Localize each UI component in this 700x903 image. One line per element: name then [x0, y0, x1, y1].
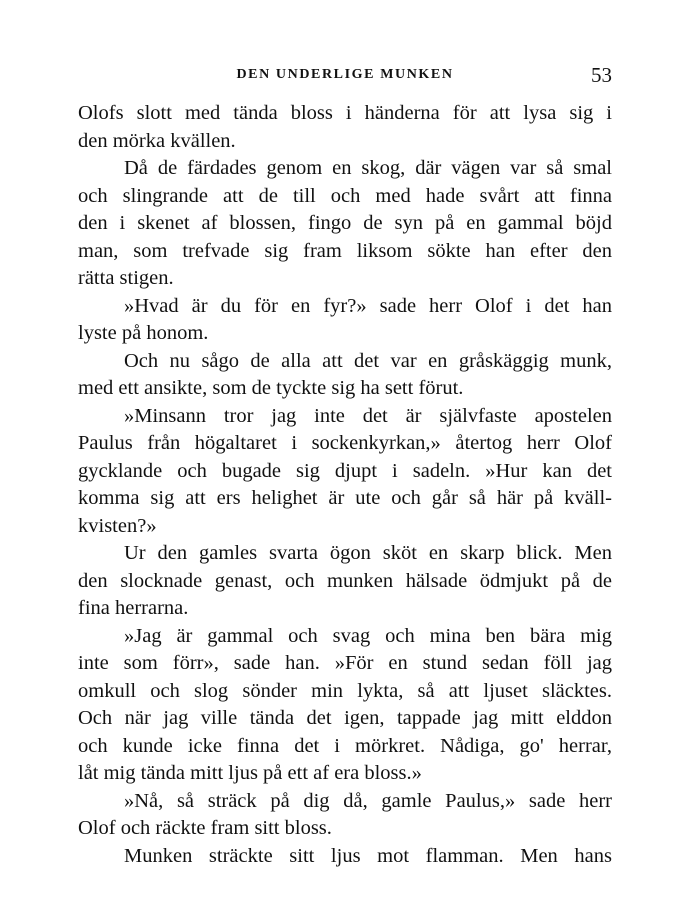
text-line: komma sig att ers helighet är ute och går så här på kväll- [78, 487, 612, 509]
text-line: omkull och slog sönder min lykta, så att ljuset släcktes. [78, 679, 612, 702]
text-line: och slingrande att de till och med hade svårt att finna [78, 184, 612, 207]
text-line: kvisten?» [78, 514, 157, 537]
running-head [78, 60, 612, 90]
text-line: låt mig tända mitt ljus på ett af era bloss.» [78, 762, 422, 784]
text-line: fina herrarna. [78, 597, 189, 619]
text-line: rätta stigen. [78, 267, 174, 289]
text-line: den slocknade genast, och munken hälsade ödmjukt på de [78, 569, 612, 592]
text-line: »Nå, så sträck på dig då, gamle Paulus,» sade herr [124, 789, 612, 812]
text-line: Då de färdades genom en skog, där vägen var så smal [124, 157, 612, 179]
text-line: Munken sträckte sitt ljus mot flamman. Men hans [124, 844, 612, 867]
text-line: »Minsann tror jag inte det är självfaste apostelen [124, 404, 612, 427]
page-number: 53 [591, 63, 612, 87]
text-line: Paulus från högaltaret i sockenkyrkan,» återtog herr Olof [78, 432, 612, 454]
text-line: Olofs slott med tända bloss i händerna för att lysa sig i [78, 102, 612, 124]
running-title: DEN UNDERLIGE MUNKEN [236, 67, 454, 82]
text-line: Och när jag ville tända det igen, tappade jag mitt elddon [78, 707, 612, 729]
text-line: inte som förr», sade han. »För en stund sedan föll jag [78, 652, 612, 674]
text-line: »Jag är gammal och svag och mina ben bära mig [124, 624, 612, 647]
text-line: och kunde icke finna det i mörkret. Nådiga, go' herrar, [78, 734, 612, 757]
text-line: Ur den gamles svarta ögon sköt en skarp blick. Men [124, 542, 612, 564]
text-line: Olof och räckte fram sitt bloss. [78, 817, 332, 839]
text-line: man, som trefvade sig fram liksom sökte han efter den [78, 239, 612, 262]
text-line: »Hvad är du för en fyr?» sade herr Olof i det han [124, 294, 612, 317]
body-text [78, 100, 612, 870]
text-line: med ett ansikte, som de tyckte sig ha sett förut. [78, 377, 464, 399]
text-line: den i skenet af blossen, fingo de syn på en gammal böjd [78, 212, 612, 234]
text-line: gycklande och bugade sig djupt i sadeln. »Hur kan det [78, 459, 612, 482]
text-line: lyste på honom. [78, 322, 209, 344]
text-line: Och nu sågo de alla att det var en gråskäggig munk, [124, 349, 612, 372]
text-line: den mörka kvällen. [78, 129, 236, 152]
